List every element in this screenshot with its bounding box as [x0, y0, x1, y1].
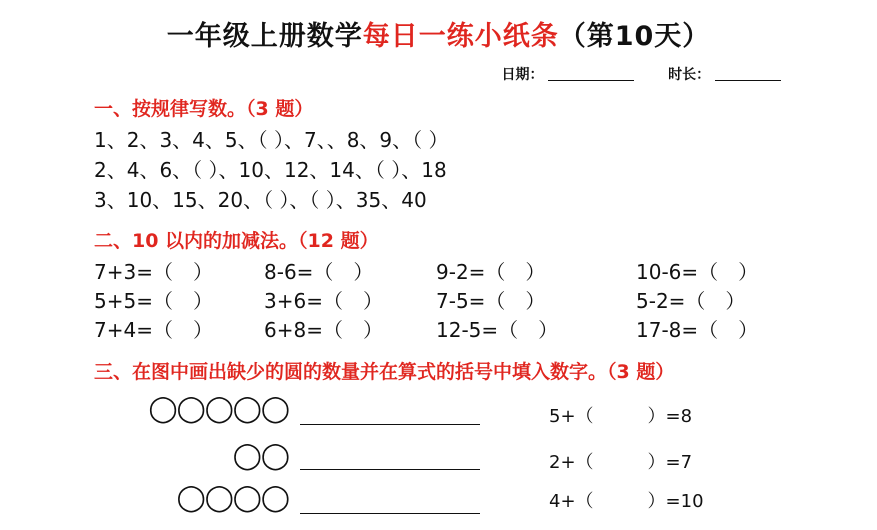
equation-item: 10-6=（ ）: [636, 260, 759, 284]
equation-item: 9-2=（ ）: [436, 260, 546, 284]
section2-heading: 二、10 以内的加减法。（12 题）: [94, 230, 379, 252]
date-blank[interactable]: [548, 66, 634, 81]
page-title: [0, 14, 877, 53]
fill-equation: 2+（ ）=7: [549, 452, 693, 473]
date-label: 日期：: [501, 67, 544, 83]
title-part1: 一年级上册数学: [166, 21, 363, 52]
equation-item: 7+4=（ ）: [94, 318, 213, 342]
circle-group: ◯◯◯◯: [176, 483, 289, 513]
title-part3: （第10天）: [558, 21, 711, 52]
sequence-row: 2、4、6、（ ）、10、12、14、（ ）、18: [94, 158, 447, 182]
circle-group: ◯◯◯◯◯: [148, 394, 289, 424]
duration-label: 时长：: [668, 67, 711, 83]
equation-item: 12-5=（ ）: [436, 318, 559, 342]
duration-blank[interactable]: [715, 66, 781, 81]
sequence-row: 3、10、15、20、（ ）、（ ）、35、40: [94, 188, 427, 212]
title-part2: 每日一练小纸条: [362, 21, 559, 52]
sequence-row: 1、2、3、4、5、（ ）、7、、8、9、（ ）: [94, 128, 449, 152]
circle-group: ◯◯: [232, 441, 289, 471]
fill-equation: 5+（ ）=8: [549, 406, 693, 427]
section1-heading: 一、按规律写数。（3 题）: [94, 98, 314, 120]
equation-item: 17-8=（ ）: [636, 318, 759, 342]
drawing-blank-line[interactable]: [300, 511, 480, 514]
equation-item: 3+6=（ ）: [264, 289, 383, 313]
equation-item: 8-6=（ ）: [264, 260, 374, 284]
equation-item: 5+5=（ ）: [94, 289, 213, 313]
drawing-blank-line[interactable]: [300, 422, 480, 425]
equation-item: 5-2=（ ）: [636, 289, 746, 313]
equation-item: 7+3=（ ）: [94, 260, 213, 284]
meta-row: [502, 64, 782, 84]
equation-item: 6+8=（ ）: [264, 318, 383, 342]
drawing-blank-line[interactable]: [300, 467, 480, 470]
equation-item: 7-5=（ ）: [436, 289, 546, 313]
fill-equation: 4+（ ）=10: [549, 491, 704, 512]
section3-heading: 三、在图中画出缺少的圆的数量并在算式的括号中填入数字。（3 题）: [94, 361, 675, 383]
